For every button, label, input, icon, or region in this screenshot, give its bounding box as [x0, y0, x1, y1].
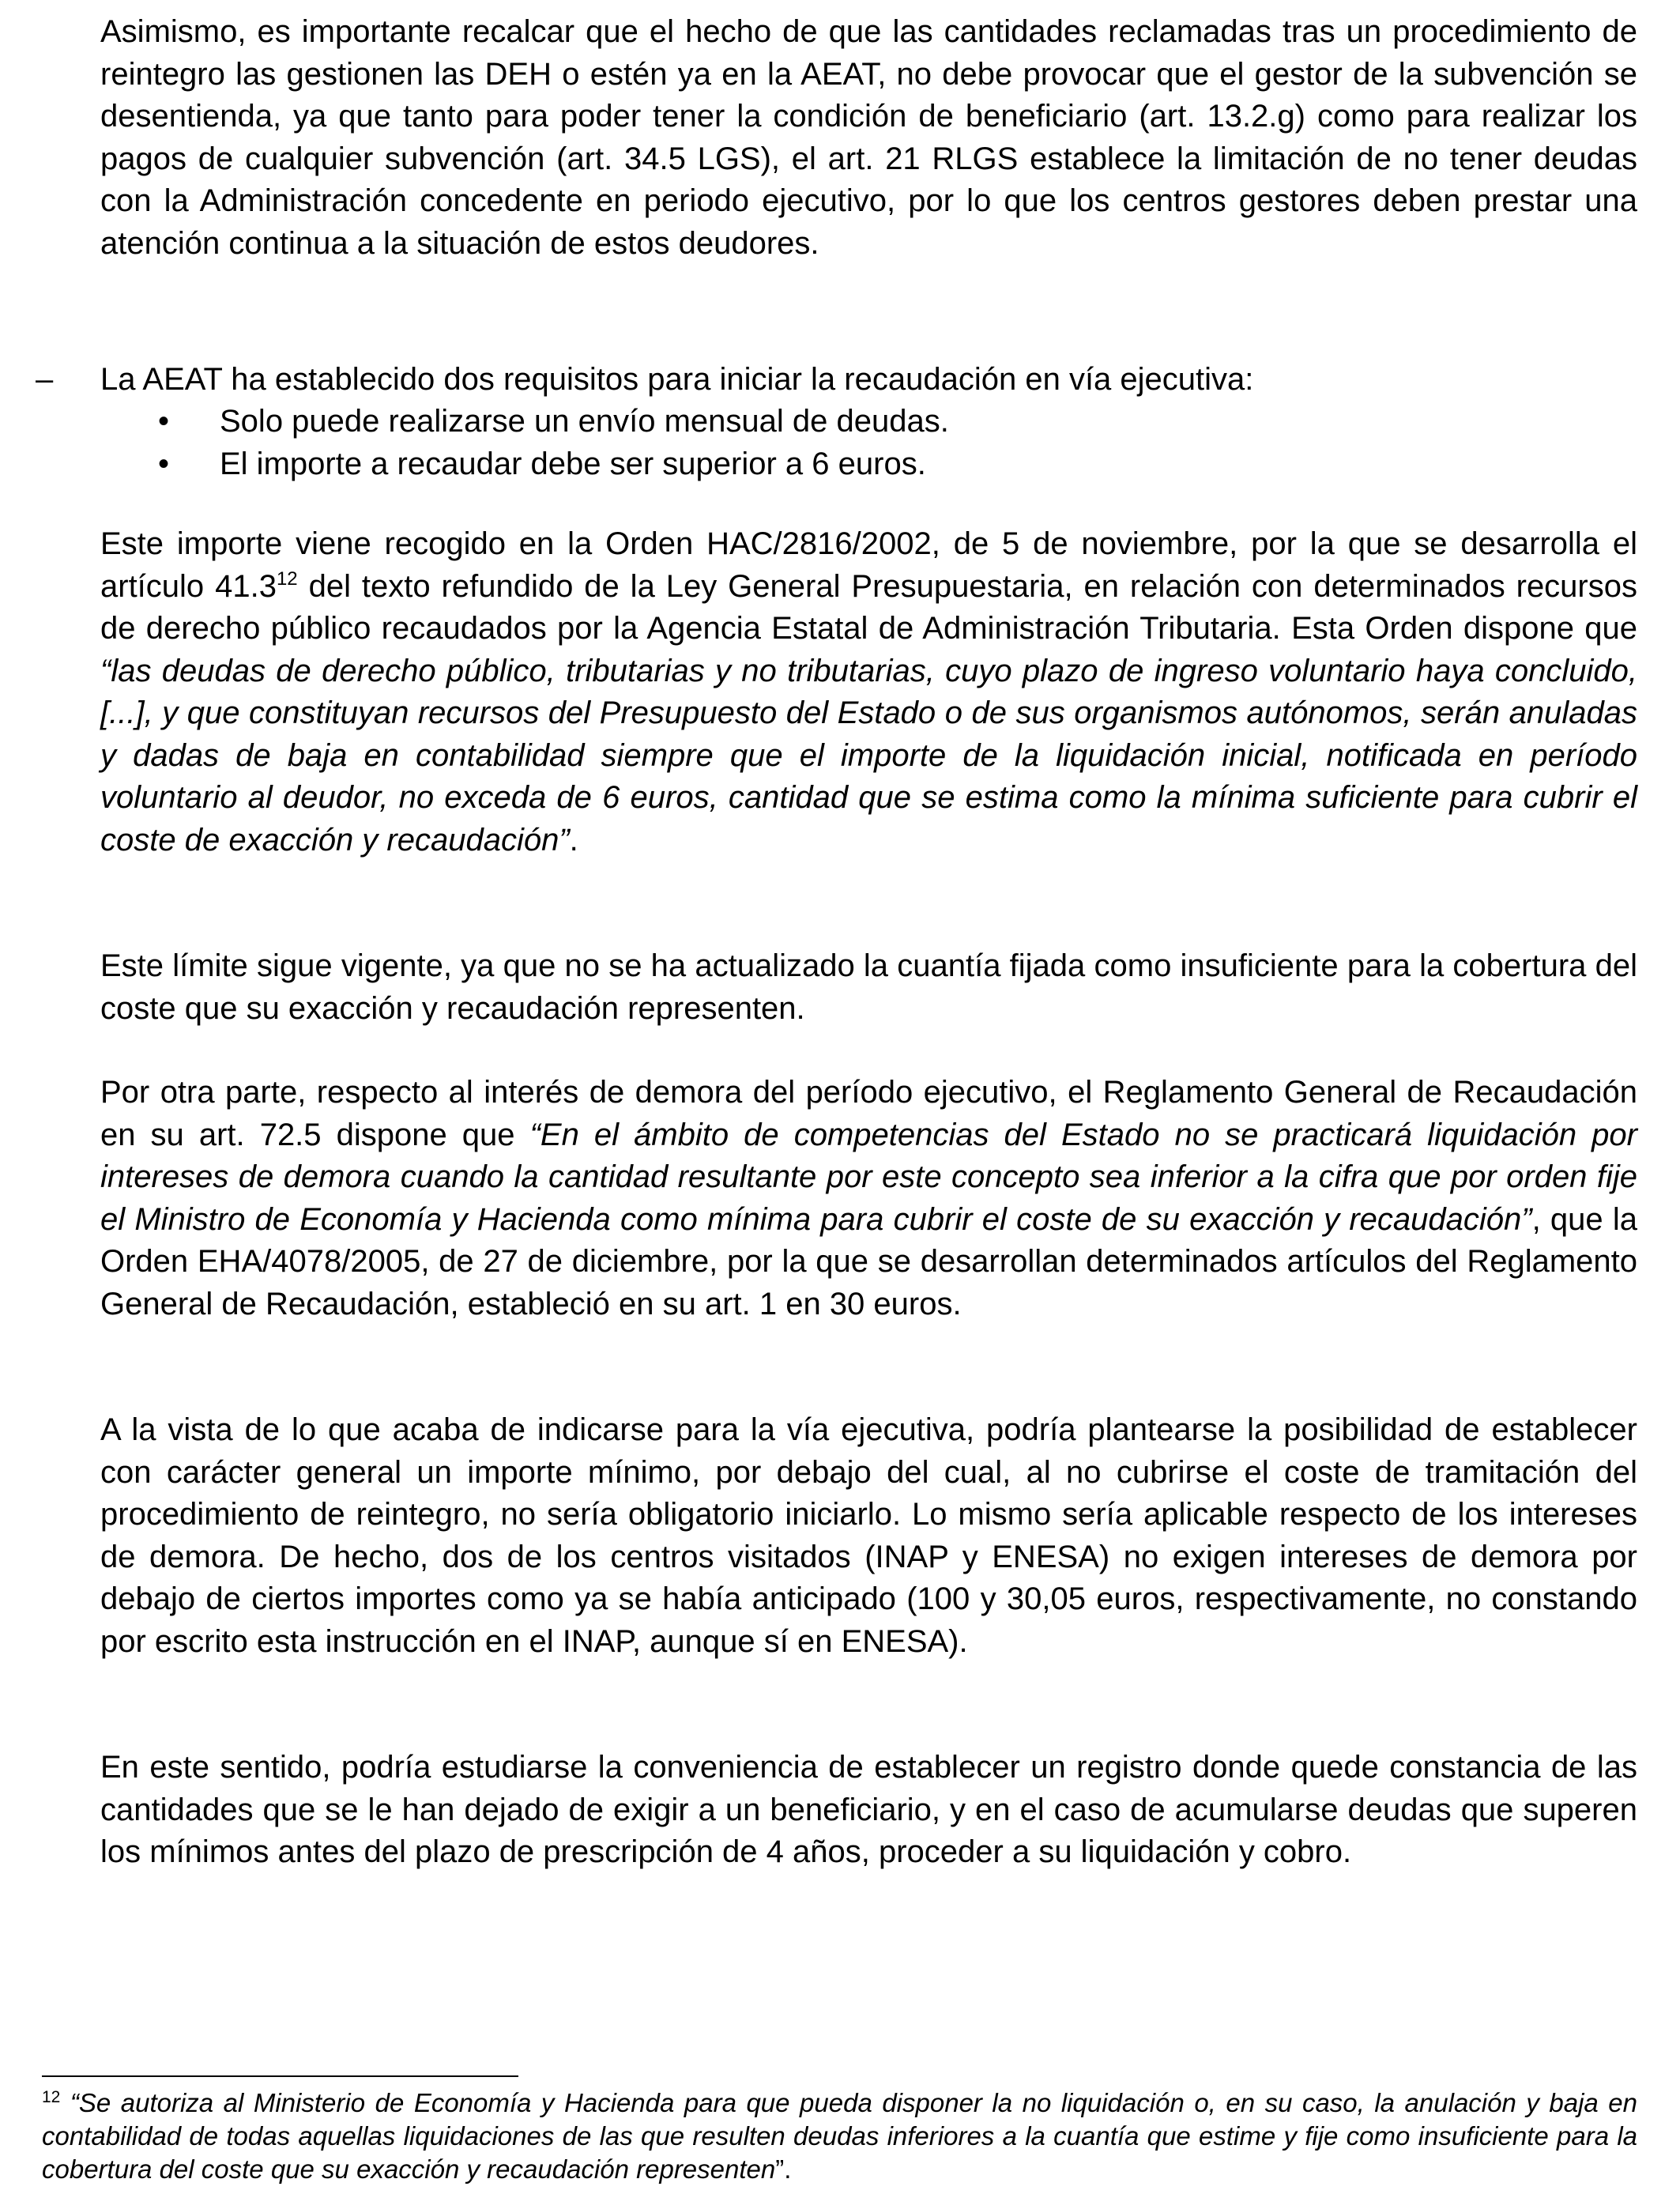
paragraph-text: Por otra parte, respecto al interés de demora del período ejecutivo, el Reglamento General de Recaudación en su art. 72.5 dispone que — [100, 1075, 1637, 1152]
quoted-text: “las deudas de derecho público, tributarias y no tributarias, cuyo plazo de ingreso voluntario haya concluido, [...], y que constituyan recursos del Presupuesto del Estado o de sus organismos autónomos, serán anuladas y dadas de baja en contabilidad siempre que el importe de la liquidación inicial, notificada en período voluntario al deudor, no exceda de 6 euros, cantidad que se estima como la mínima suficiente para cubrir el coste de exacción y recaudación” — [100, 653, 1637, 858]
quoted-text: “En el ámbito de competencias del Estado no se practicará liquidación por intereses de demora cuando la cantidad resultante por este concepto sea inferior a la cifra que por orden fije el Ministro de Economía y Hacienda como mínima para cubrir el coste de su exacción y recaudación” — [100, 1117, 1637, 1237]
paragraph-orden-hac — [100, 523, 1637, 861]
footnote-end: ”. — [775, 2154, 792, 2184]
paragraph-aeat-requirements: La AEAT ha establecido dos requisitos para iniciar la recaudación en vía ejecutiva: — [100, 362, 1254, 397]
paragraph-text: del texto refundido de la Ley General Presupuestaria, en relación con determinados recursos de derecho público recaudados por la Agencia Estatal de Administración Tributaria. Esta Orden dispone que — [100, 568, 1637, 646]
list-item — [158, 401, 1620, 443]
paragraph-interes-demora — [100, 1072, 1637, 1325]
footnote-separator — [42, 2075, 518, 2077]
footnote-text: “Se autoriza al Ministerio de Economía y Hacienda para que pueda disponer la no liquidación o, en su caso, la anulación y baja en contabilidad de todas aquellas liquidaciones de las que resulten deudas inferiores a la cuantía que estime y fije como insuficiente para la cobertura del coste que su exacción y recaudación representen — [42, 2088, 1637, 2184]
bullet-marker: • — [158, 446, 170, 481]
bullet-marker: • — [158, 404, 170, 439]
paragraph-registro: En este sentido, podría estudiarse la conveniencia de establecer un registro donde quede constancia de las cantidades que se le han dejado de exigir a un beneficiario, y en el caso de acumularse deudas que superen los mínimos antes del plazo de prescripción de 4 años, proceder a su liquidación y cobro. — [100, 1750, 1637, 1869]
footnote-reference[interactable]: 12 — [276, 567, 298, 590]
paragraph-limite-vigente: Este límite sigue vigente, ya que no se ha actualizado la cuantía fijada como insuficiente para la cobertura del coste que su exacción y recaudación representen. — [100, 948, 1637, 1026]
paragraph-text: . — [569, 822, 578, 858]
requirements-list — [158, 401, 1620, 485]
list-item-text: Solo puede realizarse un envío mensual de deudas. — [220, 404, 949, 439]
paragraph-text: , que la Orden EHA/4078/2005, de 27 de diciembre, por la que se desarrollan determinados artículos del Reglamento General de Recaudación, estableció en su art. 1 en 30 euros. — [100, 1201, 1637, 1321]
list-item — [158, 443, 1620, 486]
paragraph-deh-aeat: Asimismo, es importante recalcar que el hecho de que las cantidades reclamadas tras un procedimiento de reintegro las gestionen las DEH o estén ya en la AEAT, no debe provocar que el gestor de la subvención se desentienda, ya que tanto para poder tener la condición de beneficiario (art. 13.2.g) como para realizar los pagos de cualquier subvención (art. 34.5 LGS), el art. 21 RLGS establece la limitación de no tener deudas con la Administración concedente en periodo ejecutivo, por lo que los centros gestores deben prestar una atención continua a la situación de estos deudores. — [100, 14, 1637, 261]
list-item-text: El importe a recaudar debe ser superior a 6 euros. — [220, 446, 926, 481]
footnote-number: 12 — [42, 2088, 61, 2106]
footnote — [42, 2087, 1637, 2186]
dash-list-marker: – — [36, 362, 54, 397]
paragraph-importe-minimo: A la vista de lo que acaba de indicarse para la vía ejecutiva, podría plantearse la posibilidad de establecer con carácter general un importe mínimo, por debajo del cual, al no cubrirse el coste de tramitación del procedimiento de reintegro, no sería obligatorio iniciarlo. Lo mismo sería aplicable respecto de los intereses de demora. De hecho, dos de los centros visitados (INAP y ENESA) no exigen intereses de demora por debajo de ciertos importes como ya se había anticipado (100 y 30,05 euros, respectivamente, no constando por escrito esta instrucción en el INAP, aunque sí en ENESA). — [100, 1412, 1637, 1659]
paragraph-text: Este importe viene recogido en la Orden HAC/2816/2002, de 5 de noviembre, por la que se desarrolla el artículo 41.3 — [100, 526, 1637, 604]
